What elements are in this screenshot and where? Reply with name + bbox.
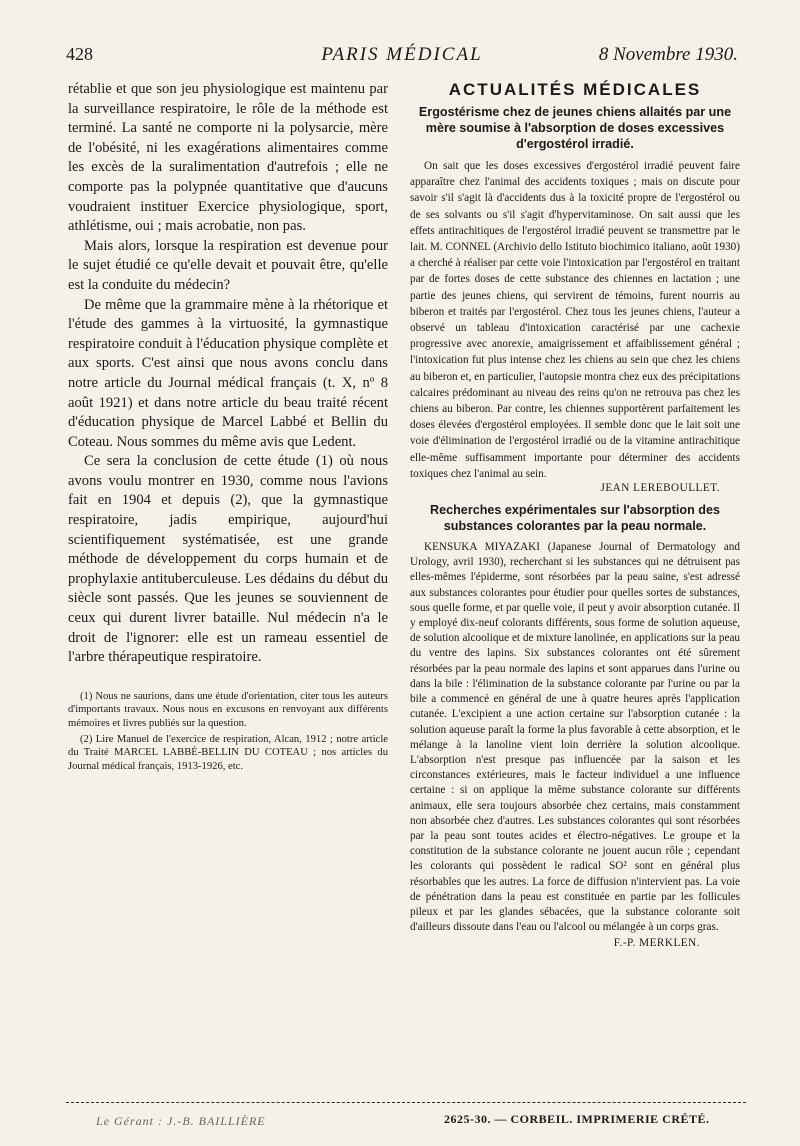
footnote-1: (1) Nous ne saurions, dans une étude d'orientation, citer tous les auteurs d'importants travaux. Nous nous en excusons en renvoyant aux différents mémoires et livres publiés sur la question.	[68, 690, 388, 729]
left-column	[68, 80, 388, 775]
footnote-2: (2) Lire Manuel de l'exercice de respiration, Alcan, 1912 ; notre article du Traité MARCEL LABBÉ-BELLIN DU COTEAU ; nos articles du Journal médical français, 1913-1926, etc.	[68, 733, 388, 772]
left-paragraph-3: De même que la grammaire mène à la rhétorique et l'étude des gammes à la virtuosité, la gymnastique respiratoire conduit à l'éducation physique complète et aux sports. C'est ainsi que nous avons conclu dans notre article du Journal médical français (t. X, nº 8 août 1921) et dans notre article du beau traité récent d'éducation physique de Marcel Labbé et Bellin du Coteau. Nous sommes du même avis que Ledent.	[68, 296, 388, 450]
left-paragraph-1: rétablie et que son jeu physiologique est maintenu par la surveillance respiratoire, le rôle de la méthode est terminé. La santé ne comporte ni la polysarcie, mère de l'obésité, ni les exagérations alimentaires comme les excès de la suralimentation d'autrefois ; elle ne comporte pas la polypnée quantitative que d'aucuns voudraient instituer Exercice physiologique, sport, athlétisme, oui ; mais acrobatie, non pas.	[68, 81, 388, 235]
section-title: ACTUALITÉS MÉDICALES	[448, 80, 702, 99]
issue-date: 8 Novembre 1930.	[598, 44, 738, 65]
article-2-signature: F.-P. MERKLEN.	[613, 937, 700, 950]
right-column	[410, 80, 740, 949]
footer-printer: 2625-30. — CORBEIL. IMPRIMERIE CRÉTÉ.	[444, 1112, 710, 1126]
left-paragraph-2: Mais alors, lorsque la respiration est devenue pour le sujet étudié ce qu'elle devait et pouvait être, qu'elle est la conduite du médecin?	[68, 237, 388, 293]
article-1-body: On sait que les doses excessives d'ergostérol irradié peuvent faire apparaître chez l'animal des accidents toxiques ; mais on discute pour savoir s'il s'agit là d'accidents dus à la toxicité propre de l'ergostérol ou de ses solvants ou s'il s'agit d'hypervitaminose. On sait aussi que les effets antirachitiques de l'ergostérol irradié peuvent se transmettre par le lait. M. CONNEL (Archivio dello Istituto biochimico italiano, août 1930) a cherché à réaliser par cette voie l'intoxication par l'ergostérol en traitant par de fortes doses de cette substance des chiennes en lactation ; une partie des jeunes chiens, qui servirent de témoins, furent nourris au biberon et traités par l'ergostérol. Chez tous les jeunes chiens, l'auteur a observé un tableau d'intoxication caractérisé par une cachexie progressive avec anorexie, amaigrissement et affaiblissement général ; l'intoxication fut plus intense chez les chiens au sein que chez les chiens au biberon et, en particulier, l'autopsie montra chez eux des précipitations calcaires prédominant au niveau des reins qu'on ne retrouva pas chez les chiens au biberon. Par contre, les chiennes supportèrent parfaitement les doses élevées d'ergostérol employées. Il semble donc que le lait soit une voie d'élimination de l'ergostérol irradié ou de la vitamine antirachitique elle-même suffisamment importante pour déterminer des accidents toxiques chez l'animal au sein.	[410, 160, 740, 480]
journal-title: PARIS MÉDICAL	[321, 44, 483, 65]
article-2-title: Recherches expérimentales sur l'absorption des substances colorantes par la peau normale.	[430, 503, 720, 534]
article-2-body: KENSUKA MIYAZAKI (Japanese Journal of Dermatology and Urology, avril 1930), recherchant si les substances qui ne détruisent pas elles-mêmes l'épiderme, sont résorbées par la peau saine, s'est adressé aux substances colorantes pour étudier pour quelles sortes de substances, sous quelle forme, et par quelle voie, il peut y avoir absorption cutanée. Il y employé dix-neuf colorants différents, sous forme de solution aqueuse, de solution alcoolique et de mixture lanolinée, en applications sur la peau du ventre des lapins. Six substances colorantes ont été sûrement résorbées par la peau normale des lapins et sont apparues dans l'urine ou dans la bile : l'élimination de la substance colorante par l'urine ou par la bile a commencé en général de une à quatre heures après l'application cutanée. L'excipient a une action certaine sur l'absorption cutanée : la solution aqueuse paraît la forme la plus favorable à cette absorption, et le mélange à la lanoline vient loin derrière la solution alcoolique. L'absorption n'est presque pas influencée par la saison et les circonstances extérieures, mais le facteur individuel a une influence certaine : si on applique la même substance colorante sur différents animaux, elle sera toujours absorbée chez certains, mais constamment non absorbée chez d'autres. Les substances colorantes qui sont résorbées par la peau sont toutes acides et électro-négatives. Le groupe et la constitution de la substance colorante ne jouent aucun rôle ; cependant les colorants qui possèdent le radical SO² sont en général plus résorbables que les autres. La force de diffusion n'intervient pas. La voie de pénétration dans la peau est constituée en partie par les follicules pileux et par les glandes sébacées, que la substance colorante soit d'ailleurs dissoute dans l'eau ou l'alcool ou mélangée à un corps gras.	[410, 541, 740, 934]
page-number: 428	[66, 44, 93, 64]
footer-rule	[66, 1102, 746, 1103]
footer-manager: Le Gérant : J.-B. BAILLIÈRE	[96, 1114, 266, 1128]
article-1-signature: JEAN LEREBOULLET.	[600, 482, 720, 495]
left-paragraph-4: Ce sera la conclusion de cette étude (1) où nous avons voulu montrer en 1930, comme nous l'avions fait en 1904 et depuis (2), que la gymnastique respiratoire, jadis empirique, aujourd'hui scientifiquement systématisée, est une grande méthode de développement du corps humain et de prophylaxie antituberculeuse. Les dédains du début du siècle sont passés. Que les jeunes se souviennent de ceux qui durent livrer bataille. Nul médecin n'a le droit de l'ignorer: elle est un rameau essentiel de l'arbre thérapeutique respiratoire.	[68, 453, 388, 666]
page-header	[66, 44, 738, 70]
footnote-spacer	[68, 668, 388, 690]
article-1-title: Ergostérisme chez de jeunes chiens allaités par une mère soumise à l'absorption de doses excessives d'ergostérol irradié.	[418, 105, 732, 151]
